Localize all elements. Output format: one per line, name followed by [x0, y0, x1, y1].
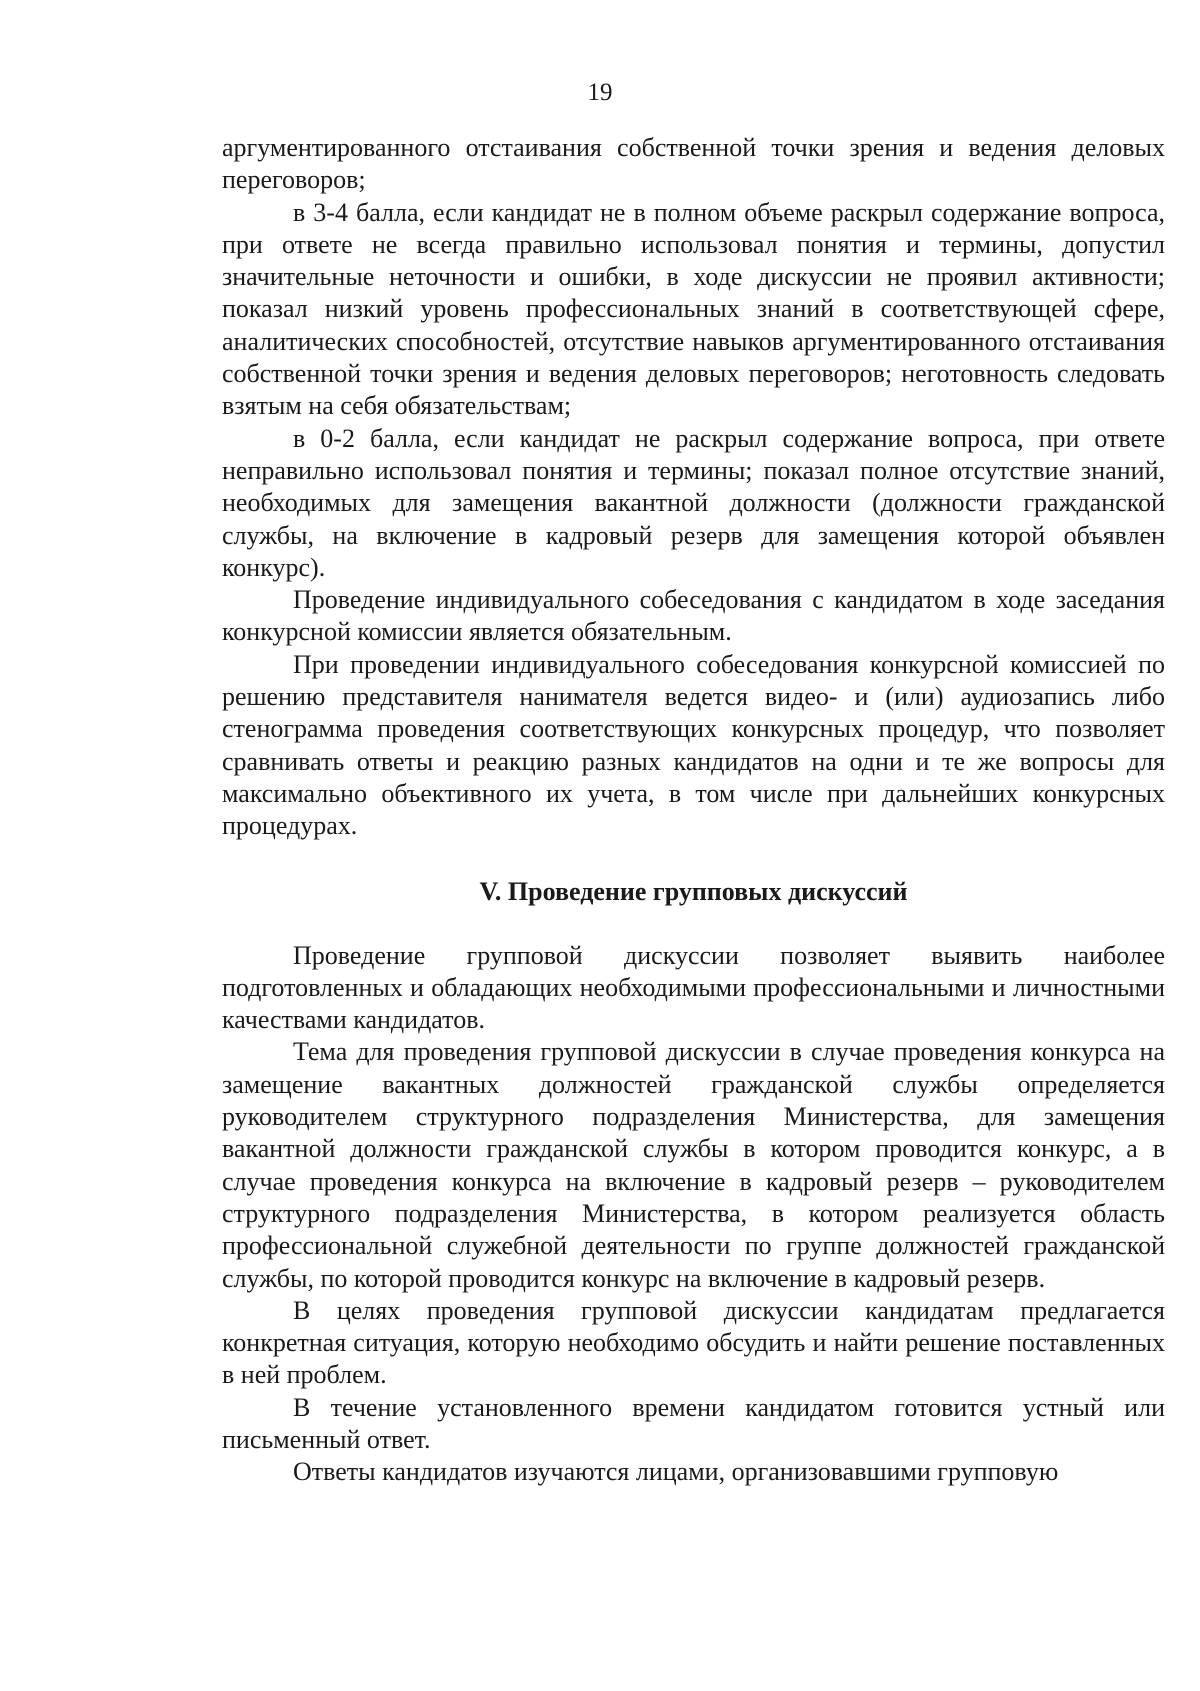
paragraph-score-0-2: в 0-2 балла, если кандидат не раскрыл содержание вопроса, при ответе неправильно использовал понятия и термины; показал полное отсутствие знаний, необходимых для замещения вакантной должности (должности гражданской службы, на включение в кадровый резерв для замещения которой объявлен конкурс). — [222, 423, 1165, 582]
page-number: 19 — [587, 79, 613, 106]
paragraph-continuation: аргументированного отстаивания собственной точки зрения и ведения деловых переговоров; — [222, 133, 1165, 195]
paragraph-discussion-answer: В течение установленного времени кандидатом готовится устный или письменный ответ. — [222, 1392, 1165, 1454]
document-body — [222, 132, 1165, 1489]
paragraph-discussion-review: Ответы кандидатов изучаются лицами, организовавшими групповую — [293, 1457, 1059, 1487]
paragraph-interview-recording: При проведении индивидуального собеседования конкурсной комиссией по решению представителя нанимателя ведется видео- и (или) аудиозапись либо стенограмма проведения соответствующих конкурсных процедур, что позволяет сравнивать ответы и реакцию разных кандидатов на одни и те же вопросы для максимально объективного их учета, в том числе при дальнейших конкурсных процедурах. — [222, 649, 1165, 841]
section-heading: V. Проведение групповых дискуссий — [479, 876, 908, 906]
paragraph-interview-mandatory: Проведение индивидуального собеседования с кандидатом в ходе заседания конкурсной комиссии является обязательным. — [222, 585, 1165, 647]
paragraph-discussion-topic: Тема для проведения групповой дискуссии в случае проведения конкурса на замещение вакантных должностей гражданской службы определяется руководителем структурного подразделения Министерства, для замещения вакантной должности гражданской службы в котором проводится конкурс, а в случае проведения конкурса на включение в кадровый резерв – руководителем структурного подразделения Министерства, в котором реализуется область профессиональной служебной деятельности по группе должностей гражданской службы, по которой проводится конкурс на включение в кадровый резерв. — [222, 1037, 1165, 1293]
paragraph-discussion-purpose: Проведение групповой дискуссии позволяет выявить наиболее подготовленных и обладающих необходимыми профессиональными и личностными качествами кандидатов. — [222, 940, 1165, 1035]
paragraph-discussion-situation: В целях проведения групповой дискуссии кандидатам предлагается конкретная ситуация, которую необходимо обсудить и найти решение поставленных в ней проблем. — [222, 1295, 1165, 1390]
paragraph-score-3-4: в 3-4 балла, если кандидат не в полном объеме раскрыл содержание вопроса, при ответе не всегда правильно использовал понятия и термины, допустил значительные неточности и ошибки, в ходе дискуссии не проявил активности; показал низкий уровень профессиональных знаний в соответствующей сфере, аналитических способностей, отсутствие навыков аргументированного отстаивания собственной точки зрения и ведения деловых переговоров; неготовность следовать взятым на себя обязательствам; — [222, 197, 1165, 421]
